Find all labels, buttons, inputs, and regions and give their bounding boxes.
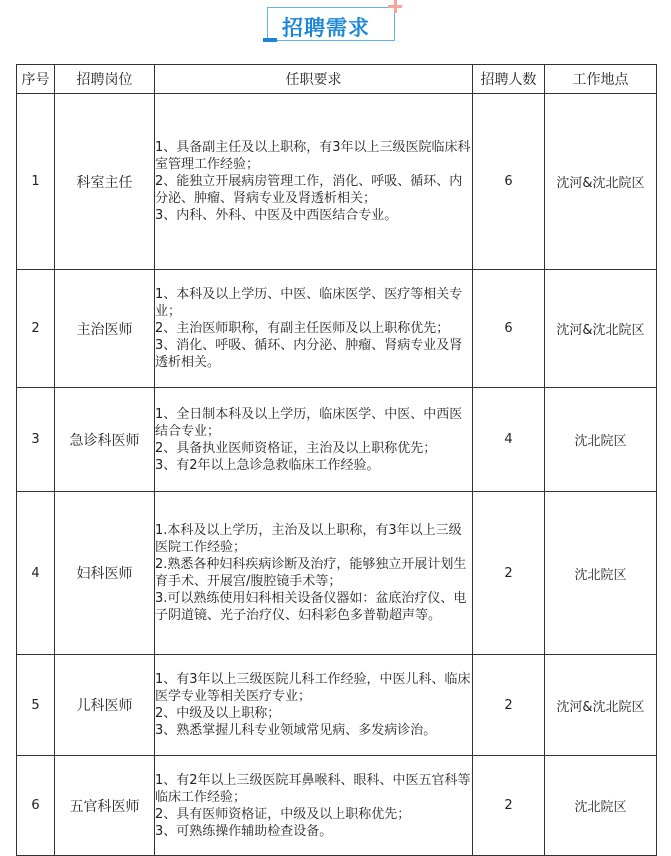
table-row	[17, 94, 657, 270]
row-location: 沈河&沈北院区	[556, 176, 645, 191]
requirement-line: 2、主治医师职称，有副主任医师及以上职称优先；	[155, 321, 450, 336]
row-location: 沈河&沈北院区	[556, 699, 645, 715]
row-position: 科室主任	[55, 94, 155, 270]
requirement-line: 1、有2年以上三级医院耳鼻喉科、眼科、中医五官科等临床工作经验；	[155, 772, 471, 805]
row-index: 6	[17, 756, 55, 856]
requirement-line: 2.熟悉各种妇科疾病诊断及治疗，能够独立开展计划生育手术、开展宫/腹腔镜手术等；	[155, 557, 467, 589]
table-row	[17, 388, 657, 492]
table-row	[17, 756, 657, 856]
row-position: 急诊科医师	[55, 388, 155, 492]
requirement-line: 3、熟悉掌握儿科专业领域常见病、多发病诊治。	[155, 723, 437, 738]
requirement-line: 2、具有医师资格证，中级及以上职称优先；	[155, 806, 411, 822]
row-count: 2	[473, 655, 545, 756]
requirement-line: 2、中级及以上职称；	[155, 706, 281, 721]
row-location: 沈北院区	[574, 567, 627, 583]
recruitment-table	[16, 64, 657, 856]
row-position: 五官科医师	[55, 756, 155, 856]
title-accent-bar	[263, 38, 277, 42]
row-position: 主治医师	[55, 270, 155, 388]
row-count: 6	[473, 270, 545, 388]
requirement-line: 1.本科及以上学历，主治及以上职称，有3年以上三级医院工作经验；	[155, 523, 462, 555]
requirement-line: 1、有3年以上三级医院儿科工作经验，中医儿科、临床医学专业等相关医疗专业；	[155, 672, 471, 704]
table-row	[17, 655, 657, 756]
plus-decoration-icon	[387, 0, 403, 14]
row-position: 儿科医师	[55, 655, 155, 756]
row-location: 沈北院区	[574, 434, 627, 449]
row-position: 妇科医师	[55, 492, 155, 655]
requirement-line: 3、内科、外科、中医及中西医结合专业。	[155, 208, 398, 223]
row-requirements	[155, 492, 473, 655]
table-row	[17, 492, 657, 655]
requirement-line: 3.可以熟练使用妇科相关设备仪器如：盆底治疗仪、电子阴道镜、光子治疗仪、妇科彩色多普勒超声等。	[155, 591, 467, 623]
row-count: 2	[473, 756, 545, 856]
requirement-line: 3、消化、呼吸、循环、内分泌、肿瘤、肾病专业及肾透析相关。	[155, 338, 463, 370]
row-count: 6	[473, 94, 545, 270]
table-row	[17, 270, 657, 388]
row-count: 4	[473, 388, 545, 492]
row-count: 2	[473, 492, 545, 655]
row-index: 1	[17, 94, 55, 270]
requirement-line: 2、具备执业医师资格证，主治及以上职称优先；	[155, 440, 437, 456]
requirement-line: 3、可熟练操作辅助检查设备。	[155, 823, 333, 839]
row-index: 2	[17, 270, 55, 388]
row-location: 沈河&沈北院区	[556, 323, 645, 338]
table-header-row	[17, 65, 657, 94]
row-requirements	[155, 94, 473, 270]
requirement-line: 3、有2年以上急诊急救临床工作经验。	[155, 457, 380, 473]
header-position: 招聘岗位	[55, 65, 155, 94]
row-index: 3	[17, 388, 55, 492]
page-title-frame	[267, 7, 395, 41]
page-title-banner	[263, 4, 401, 44]
header-count: 招聘人数	[473, 65, 545, 94]
row-requirements	[155, 270, 473, 388]
row-requirements	[155, 388, 473, 492]
row-index: 4	[17, 492, 55, 655]
requirement-line: 1、全日制本科及以上学历，临床医学、中医、中西医结合专业；	[155, 406, 463, 439]
requirement-line: 2、能独立开展病房管理工作，消化、呼吸、循环、内分泌、肿瘤、肾病专业及肾透析相关；	[155, 174, 463, 206]
row-index: 5	[17, 655, 55, 756]
requirement-line: 1、本科及以上学历、中医、临床医学、医疗等相关专业；	[155, 287, 463, 319]
requirement-line: 1、具备副主任及以上职称，有3年以上三级医院临床科室管理工作经验；	[155, 140, 471, 172]
header-requirements: 任职要求	[155, 65, 473, 94]
header-location: 工作地点	[545, 65, 657, 94]
row-requirements	[155, 655, 473, 756]
row-requirements	[155, 756, 473, 856]
row-location: 沈北院区	[574, 800, 627, 815]
page-title: 招聘需求	[282, 16, 370, 40]
header-index: 序号	[17, 65, 55, 94]
